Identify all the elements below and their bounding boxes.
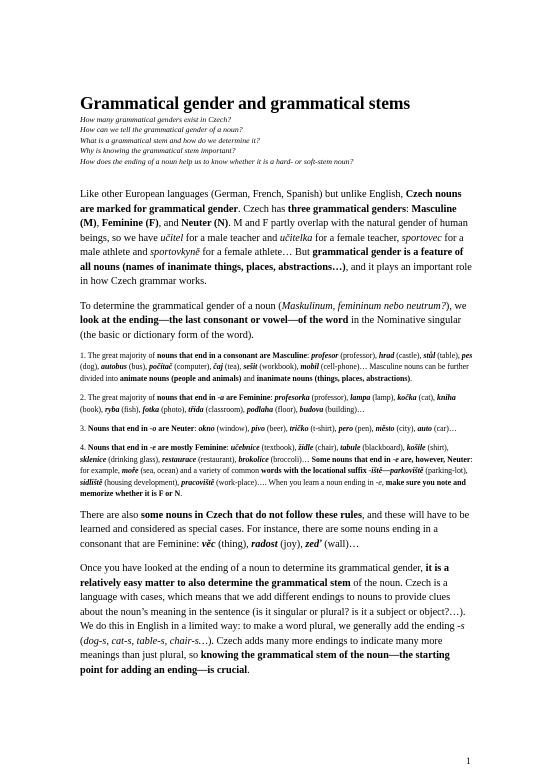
feminine-rule — [80, 392, 474, 415]
text-run: : — [270, 393, 275, 403]
text-run: autobus — [101, 362, 127, 372]
page-number: 1 — [466, 757, 471, 767]
text-run: and — [241, 373, 257, 383]
text-run: ryba — [104, 404, 120, 414]
e-ending-rule — [80, 442, 474, 499]
text-run: knowing the grammatical stem of the noun—the starting point for adding an ending—is crucial — [80, 650, 450, 676]
question-3: What is a grammatical stem and how do we determine it? — [80, 135, 260, 145]
text-run: (tea), — [222, 362, 244, 372]
text-run: fotka — [142, 404, 160, 414]
text-run: zeď — [305, 538, 322, 550]
text-run: in the Nominative singular (the basic or dictionary form of the word). — [80, 315, 462, 341]
text-run: mobil — [300, 362, 319, 372]
text-run: : — [406, 203, 412, 215]
text-run: for a male athlete and — [80, 232, 464, 259]
text-run: (wall)… — [321, 538, 360, 550]
text-run: pracoviště — [181, 477, 215, 487]
text-run: (building)… — [323, 404, 365, 414]
text-run: 4. — [80, 443, 88, 453]
text-run: . — [180, 489, 183, 499]
text-run: stůl — [423, 351, 436, 361]
text-run: učitel — [160, 232, 184, 244]
text-run: look at the ending—the last consonant or vowel—of the word — [80, 315, 349, 327]
text-run: -a — [217, 393, 225, 403]
text-run: are Feminine — [224, 393, 271, 403]
text-run: (book), — [80, 404, 105, 414]
text-run: make sure you note and memorize whether it is F or N — [80, 477, 466, 499]
text-run: sídliště — [80, 477, 103, 487]
text-run: are Neuter — [156, 424, 195, 434]
text-run: Czech nouns are marked for grammatical gender — [80, 189, 462, 215]
text-run: věc — [201, 538, 216, 550]
text-run: -e — [375, 477, 382, 487]
text-run: (parking-lot), — [423, 466, 468, 476]
exceptions-paragraph — [80, 509, 474, 553]
text-run: (thing), — [215, 538, 252, 550]
determine-gender-paragraph — [80, 300, 474, 344]
text-run: sešit — [243, 362, 258, 372]
masculine-rule — [80, 350, 474, 384]
text-run: židle — [298, 443, 314, 453]
text-run: , and — [158, 218, 182, 230]
question-1: How many grammatical genders exist in Czech? — [80, 115, 232, 124]
page-content — [80, 93, 474, 678]
text-run: sportovec — [401, 232, 442, 244]
text-run: (shirt), — [425, 443, 449, 453]
text-run: (professor), — [309, 393, 351, 403]
text-run: (table), — [435, 351, 462, 361]
text-run: , and these will have to be learned and considered as special cases. For instance, there are some nouns ending in a consonant that are Feminine: — [80, 509, 470, 550]
text-run: (car)… — [431, 424, 457, 434]
text-run: brokolice — [238, 454, 269, 464]
text-run: lampa — [350, 393, 371, 403]
text-run: (dog), — [80, 362, 102, 372]
text-run: kočka — [397, 393, 417, 403]
guiding-questions — [80, 115, 474, 167]
text-run: tričko — [289, 424, 309, 434]
text-run: kniha — [437, 393, 456, 403]
neuter-rule — [80, 423, 474, 434]
text-run: of the noun. Czech is a language with cases, which means that we add different endings to nouns to provide clues about the noun’s meaning in the sentence (is it singular or plural? is it a subject or object?…). We do this in English in a limited way: to make a word plural, we generally add the ending — [80, 577, 466, 632]
question-4: Why is knowing the grammatical stem important? — [80, 146, 236, 156]
text-run: profesor — [311, 351, 339, 361]
text-run: (joy), — [277, 538, 306, 550]
text-run: for a female teacher, — [312, 232, 402, 244]
text-run: -e — [392, 454, 399, 464]
text-run: three grammatical genders — [287, 203, 406, 215]
text-run: (cat), — [416, 393, 437, 403]
text-run: , and it plays an important role in how Czech grammar works. — [80, 261, 472, 288]
text-run: (broccoli)… — [268, 454, 312, 464]
text-run: (professor), — [338, 351, 379, 361]
text-run: for a male teacher and — [183, 232, 280, 244]
text-run: -iště—parkoviště — [368, 466, 424, 476]
text-run: (blackboard), — [360, 443, 407, 453]
text-run: are mostly Feminine — [155, 443, 227, 453]
text-run: nouns that end in — [156, 393, 218, 403]
text-run: (floor), — [273, 404, 300, 414]
text-run: . Czech has — [238, 203, 288, 215]
question-2: How can we tell the grammatical gender of a noun? — [80, 125, 243, 135]
text-run: 2. The great majority of — [80, 393, 157, 403]
text-run: Nouns that end in — [87, 443, 150, 453]
text-run: pivo — [251, 424, 265, 434]
text-run: (photo), — [159, 404, 189, 414]
text-run: hrad — [378, 351, 395, 361]
text-run: tabule — [340, 443, 361, 453]
text-run: (lamp), — [370, 393, 398, 403]
text-run: , — [96, 218, 102, 230]
text-run: pero — [338, 424, 354, 434]
text-run: profesorka — [274, 393, 310, 403]
text-run: Nouns that end in — [87, 424, 150, 434]
text-run: , — [381, 477, 386, 487]
text-run: moře — [121, 466, 139, 476]
text-run: (pen), — [353, 424, 376, 434]
text-run: (fish), — [119, 404, 143, 414]
text-run: (restaurant), — [196, 454, 239, 464]
text-run: (workbook), — [257, 362, 301, 372]
text-run: are, however, Neuter — [398, 454, 471, 464]
text-run: radost — [251, 538, 278, 550]
text-run: it is a relatively easy matter to also determine the grammatical stem — [80, 563, 450, 589]
text-run: (city), — [394, 424, 418, 434]
text-run: Like other European languages (German, French, Spanish) but unlike English, — [80, 189, 406, 201]
text-run: Some nouns that end in — [311, 454, 393, 464]
text-run: words with the locational suffix — [261, 466, 369, 476]
text-run: nouns that end in a consonant are Masculine — [156, 351, 308, 361]
text-run: (textbook), — [259, 443, 299, 453]
grammatical-stem-paragraph — [80, 562, 474, 678]
text-run: (sea, ocean) and a variety of common — [138, 466, 261, 476]
text-run: (beer), — [264, 424, 290, 434]
text-run: okno — [198, 424, 215, 434]
text-run: Maskulinum, femininum nebo neutrum? — [281, 300, 446, 312]
text-run: ). Czech adds many more endings to indicate many more meanings than just plural, so — [80, 635, 443, 661]
text-run: budova — [299, 404, 324, 414]
text-run: -o — [149, 424, 157, 434]
text-run: (work-place)…. When you learn a noun ending in — [214, 477, 376, 487]
text-run: (housing development), — [102, 477, 182, 487]
text-run: (computer), — [172, 362, 214, 372]
text-run: -s — [457, 621, 465, 632]
text-run: (castle), — [394, 351, 424, 361]
text-run: ( — [80, 635, 84, 647]
text-run: : — [226, 443, 231, 453]
text-run: . — [247, 664, 250, 676]
text-run: Feminine (F) — [101, 218, 159, 230]
text-run: podlaha — [246, 404, 274, 414]
text-run: pes — [461, 351, 473, 361]
text-run: sportovkyně — [150, 247, 200, 259]
text-run: 1. The great majority of — [80, 351, 157, 361]
text-run: inanimate nouns (things, places, abstractions) — [256, 373, 411, 383]
text-run: (classroom), — [203, 404, 247, 414]
text-run: restaurace — [161, 454, 197, 464]
text-run: košile — [406, 443, 426, 453]
text-run: : — [307, 351, 312, 361]
text-run: učitelka — [279, 232, 313, 244]
text-run: grammatical gender is a feature of all nouns (names of inanimate things, places, abstractions…) — [80, 247, 464, 273]
text-run: sklenice — [80, 454, 107, 464]
page-title: Grammatical gender and grammatical stems — [80, 93, 411, 113]
text-run: To determine the grammatical gender of a noun ( — [80, 300, 282, 312]
text-run: . M and F partly overlap with the natural gender of human beings, so we have — [80, 218, 468, 244]
text-run: (cell-phone)… Masculine nouns can be further divided into — [80, 362, 469, 383]
text-run: město — [375, 424, 395, 434]
text-run: animate nouns (people and animals) — [119, 373, 242, 383]
text-run: : — [194, 424, 199, 434]
text-run: There are also — [80, 509, 141, 521]
text-run: : for example, — [80, 454, 473, 476]
text-run: (drinking glass), — [106, 454, 162, 464]
text-run: (window), — [214, 424, 252, 434]
text-run: dog-s, cat-s, table-s, chair-s… — [83, 635, 208, 647]
text-run: Neuter (N) — [181, 218, 229, 230]
text-run: 3. — [80, 424, 88, 434]
text-run: třída — [188, 404, 204, 414]
text-run: (t-shirt), — [308, 424, 339, 434]
text-run: (chair), — [313, 443, 341, 453]
text-run: čaj — [213, 362, 223, 372]
intro-paragraph — [80, 188, 474, 290]
question-5: How does the ending of a noun help us to know whether it is a hard- or soft-stem noun? — [80, 156, 354, 166]
text-run: ), we — [445, 300, 467, 312]
text-run: . — [410, 373, 413, 383]
text-run: Once you have looked at the ending of a noun to determine its grammatical gender, — [80, 563, 426, 574]
text-run: -e — [149, 443, 156, 453]
text-run: počítač — [149, 362, 173, 372]
text-run: (bus), — [126, 362, 150, 372]
text-run: some nouns in Czech that do not follow these rules — [140, 509, 362, 521]
text-run: učebnice — [230, 443, 260, 453]
text-run: Masculine (M) — [80, 203, 457, 230]
text-run: for a female athlete… But — [199, 247, 313, 259]
text-run: auto — [417, 424, 432, 434]
